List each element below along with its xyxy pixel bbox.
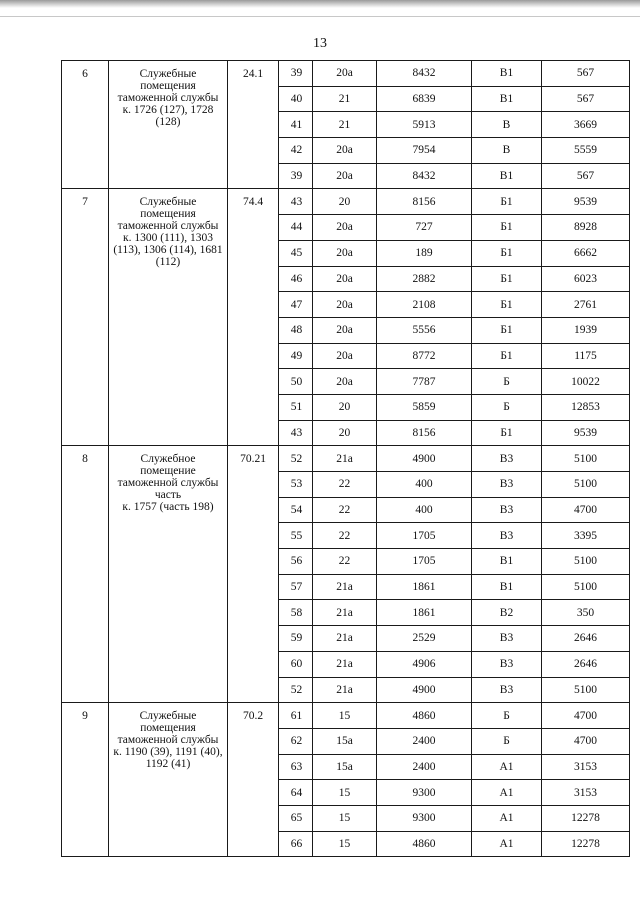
cell-amount: 5100 <box>542 446 630 472</box>
cell-code: 22 <box>313 472 377 498</box>
cell-code: 20а <box>313 292 377 318</box>
cell-point-number: 43 <box>279 189 313 215</box>
cell-category: Б1 <box>472 343 542 369</box>
cell-category: В1 <box>472 86 542 112</box>
cell-number: 7787 <box>377 369 472 395</box>
cell-code: 21а <box>313 600 377 626</box>
cell-code: 22 <box>313 497 377 523</box>
cell-category: Б1 <box>472 292 542 318</box>
cell-code: 15 <box>313 780 377 806</box>
cell-code: 20 <box>313 394 377 420</box>
cell-code: 20а <box>313 369 377 395</box>
cell-code: 20 <box>313 189 377 215</box>
description-line: таможенной службы <box>117 734 219 747</box>
description-line: к. 1757 (часть 198) <box>122 501 214 514</box>
description-line: (113), 1306 (114), 1681 <box>113 244 223 257</box>
cell-point-number: 49 <box>279 343 313 369</box>
cell-point-number: 44 <box>279 215 313 241</box>
cell-category: А1 <box>472 805 542 831</box>
cell-point-number: 48 <box>279 317 313 343</box>
cell-category: Б <box>472 703 542 729</box>
cell-category: Б1 <box>472 240 542 266</box>
cell-amount: 350 <box>542 600 630 626</box>
cell-point-number: 40 <box>279 86 313 112</box>
cell-point-number: 59 <box>279 626 313 652</box>
cell-number: 2882 <box>377 266 472 292</box>
cell-category: В <box>472 112 542 138</box>
cell-point-number: 65 <box>279 805 313 831</box>
cell-code: 20а <box>313 163 377 189</box>
table-row <box>62 61 630 87</box>
cell-amount: 5100 <box>542 677 630 703</box>
cell-number: 189 <box>377 240 472 266</box>
cell-point-number: 60 <box>279 651 313 677</box>
cell-point-number: 42 <box>279 138 313 164</box>
cell-category: В <box>472 138 542 164</box>
cell-number: 400 <box>377 497 472 523</box>
cell-code: 21а <box>313 651 377 677</box>
cell-number: 8772 <box>377 343 472 369</box>
group-value: 70.2 <box>228 703 279 857</box>
cell-point-number: 58 <box>279 600 313 626</box>
cell-amount: 3153 <box>542 754 630 780</box>
cell-category: А1 <box>472 780 542 806</box>
group-value: 70.21 <box>228 446 279 703</box>
cell-code: 20а <box>313 215 377 241</box>
cell-number: 7954 <box>377 138 472 164</box>
cell-point-number: 41 <box>279 112 313 138</box>
cell-number: 6839 <box>377 86 472 112</box>
cell-amount: 567 <box>542 61 630 87</box>
cell-point-number: 50 <box>279 369 313 395</box>
data-table <box>61 60 630 857</box>
description-line: к. 1300 (111), 1303 <box>122 232 214 245</box>
cell-category: Б <box>472 394 542 420</box>
cell-number: 5913 <box>377 112 472 138</box>
cell-amount: 567 <box>542 86 630 112</box>
cell-amount: 12853 <box>542 394 630 420</box>
cell-amount: 1175 <box>542 343 630 369</box>
cell-point-number: 47 <box>279 292 313 318</box>
cell-amount: 10022 <box>542 369 630 395</box>
cell-amount: 5100 <box>542 472 630 498</box>
cell-number: 8156 <box>377 189 472 215</box>
description-line: к. 1726 (127), 1728 <box>122 104 214 116</box>
cell-amount: 2646 <box>542 626 630 652</box>
cell-category: В3 <box>472 651 542 677</box>
cell-amount: 2761 <box>542 292 630 318</box>
cell-category: В3 <box>472 677 542 703</box>
cell-number: 4860 <box>377 703 472 729</box>
cell-amount: 6662 <box>542 240 630 266</box>
cell-point-number: 54 <box>279 497 313 523</box>
group-number: 9 <box>62 703 109 857</box>
group-description <box>109 446 228 703</box>
cell-category: В3 <box>472 626 542 652</box>
cell-point-number: 63 <box>279 754 313 780</box>
cell-code: 21а <box>313 626 377 652</box>
cell-point-number: 53 <box>279 472 313 498</box>
group-number: 7 <box>62 189 109 446</box>
cell-amount: 3669 <box>542 112 630 138</box>
table-row <box>62 703 630 729</box>
cell-code: 21а <box>313 446 377 472</box>
cell-number: 8156 <box>377 420 472 446</box>
page-number: 13 <box>313 36 327 51</box>
cell-code: 21 <box>313 86 377 112</box>
cell-amount: 9539 <box>542 189 630 215</box>
cell-number: 2529 <box>377 626 472 652</box>
cell-category: В3 <box>472 497 542 523</box>
cell-number: 5556 <box>377 317 472 343</box>
cell-code: 21а <box>313 677 377 703</box>
description-line: Служебное <box>140 453 196 466</box>
cell-category: Б1 <box>472 215 542 241</box>
cell-point-number: 52 <box>279 677 313 703</box>
cell-point-number: 61 <box>279 703 313 729</box>
description-line: (112) <box>155 256 181 269</box>
cell-point-number: 66 <box>279 831 313 857</box>
cell-amount: 4700 <box>542 497 630 523</box>
cell-number: 8432 <box>377 61 472 87</box>
cell-code: 22 <box>313 523 377 549</box>
group-description <box>109 189 228 446</box>
cell-category: В3 <box>472 446 542 472</box>
description-line: помещение <box>140 465 196 478</box>
description-line: Служебные <box>139 710 197 723</box>
cell-point-number: 39 <box>279 61 313 87</box>
cell-amount: 567 <box>542 163 630 189</box>
cell-category: Б1 <box>472 317 542 343</box>
table-body <box>62 61 630 857</box>
cell-number: 727 <box>377 215 472 241</box>
cell-number: 1861 <box>377 600 472 626</box>
cell-category: В3 <box>472 472 542 498</box>
cell-number: 5859 <box>377 394 472 420</box>
cell-code: 15 <box>313 805 377 831</box>
cell-point-number: 51 <box>279 394 313 420</box>
group-value: 74.4 <box>228 189 279 446</box>
cell-category: В1 <box>472 61 542 87</box>
description-line: часть <box>154 489 182 502</box>
cell-number: 2400 <box>377 728 472 754</box>
cell-amount: 1939 <box>542 317 630 343</box>
cell-amount: 12278 <box>542 831 630 857</box>
cell-code: 21 <box>313 112 377 138</box>
cell-amount: 3395 <box>542 523 630 549</box>
cell-point-number: 55 <box>279 523 313 549</box>
cell-category: Б1 <box>472 420 542 446</box>
cell-point-number: 52 <box>279 446 313 472</box>
group-number: 6 <box>62 61 109 189</box>
description-line: таможенной службы <box>117 477 219 490</box>
group-number: 8 <box>62 446 109 703</box>
cell-category: Б <box>472 369 542 395</box>
cell-number: 1705 <box>377 549 472 575</box>
cell-code: 20а <box>313 266 377 292</box>
cell-code: 15 <box>313 831 377 857</box>
cell-point-number: 43 <box>279 420 313 446</box>
cell-amount: 4700 <box>542 703 630 729</box>
description-line: помещения <box>140 80 196 92</box>
cell-number: 1861 <box>377 574 472 600</box>
cell-number: 2108 <box>377 292 472 318</box>
cell-number: 4900 <box>377 446 472 472</box>
cell-code: 15а <box>313 754 377 780</box>
cell-number: 1705 <box>377 523 472 549</box>
cell-number: 9300 <box>377 780 472 806</box>
cell-amount: 6023 <box>542 266 630 292</box>
cell-amount: 12278 <box>542 805 630 831</box>
cell-code: 22 <box>313 549 377 575</box>
description-line: таможенной службы <box>117 220 219 233</box>
cell-category: В2 <box>472 600 542 626</box>
cell-number: 400 <box>377 472 472 498</box>
cell-code: 15 <box>313 703 377 729</box>
description-line: Служебные <box>139 196 197 209</box>
cell-number: 4900 <box>377 677 472 703</box>
description-line: к. 1190 (39), 1191 (40), <box>113 746 223 759</box>
cell-category: В3 <box>472 523 542 549</box>
cell-number: 2400 <box>377 754 472 780</box>
scan-line <box>0 16 640 17</box>
cell-category: Б1 <box>472 266 542 292</box>
description-line: помещения <box>140 722 196 735</box>
description-line: помещения <box>140 208 196 221</box>
cell-code: 20а <box>313 343 377 369</box>
cell-number: 9300 <box>377 805 472 831</box>
cell-category: В1 <box>472 574 542 600</box>
cell-code: 20 <box>313 420 377 446</box>
cell-category: В1 <box>472 549 542 575</box>
cell-category: А1 <box>472 831 542 857</box>
cell-point-number: 64 <box>279 780 313 806</box>
cell-point-number: 46 <box>279 266 313 292</box>
table-row <box>62 189 630 215</box>
cell-code: 20а <box>313 240 377 266</box>
cell-code: 20а <box>313 317 377 343</box>
group-description <box>109 61 228 189</box>
cell-point-number: 39 <box>279 163 313 189</box>
cell-amount: 3153 <box>542 780 630 806</box>
scan-top-edge <box>0 0 640 8</box>
cell-category: Б1 <box>472 189 542 215</box>
table-row <box>62 446 630 472</box>
cell-point-number: 62 <box>279 728 313 754</box>
cell-code: 15а <box>313 728 377 754</box>
cell-amount: 5100 <box>542 549 630 575</box>
description-line: 1192 (41) <box>145 758 191 771</box>
cell-code: 21а <box>313 574 377 600</box>
description-line: (128) <box>155 116 181 128</box>
cell-point-number: 45 <box>279 240 313 266</box>
cell-point-number: 57 <box>279 574 313 600</box>
cell-category: А1 <box>472 754 542 780</box>
cell-number: 8432 <box>377 163 472 189</box>
cell-category: Б <box>472 728 542 754</box>
group-description <box>109 703 228 857</box>
cell-number: 4906 <box>377 651 472 677</box>
description-line: Служебные <box>139 68 197 80</box>
group-value: 24.1 <box>228 61 279 189</box>
cell-code: 20а <box>313 61 377 87</box>
cell-point-number: 56 <box>279 549 313 575</box>
cell-amount: 9539 <box>542 420 630 446</box>
cell-amount: 2646 <box>542 651 630 677</box>
description-line: таможенной службы <box>117 92 219 104</box>
cell-amount: 5100 <box>542 574 630 600</box>
cell-amount: 4700 <box>542 728 630 754</box>
cell-code: 20а <box>313 138 377 164</box>
cell-amount: 8928 <box>542 215 630 241</box>
cell-category: В1 <box>472 163 542 189</box>
cell-number: 4860 <box>377 831 472 857</box>
cell-amount: 5559 <box>542 138 630 164</box>
